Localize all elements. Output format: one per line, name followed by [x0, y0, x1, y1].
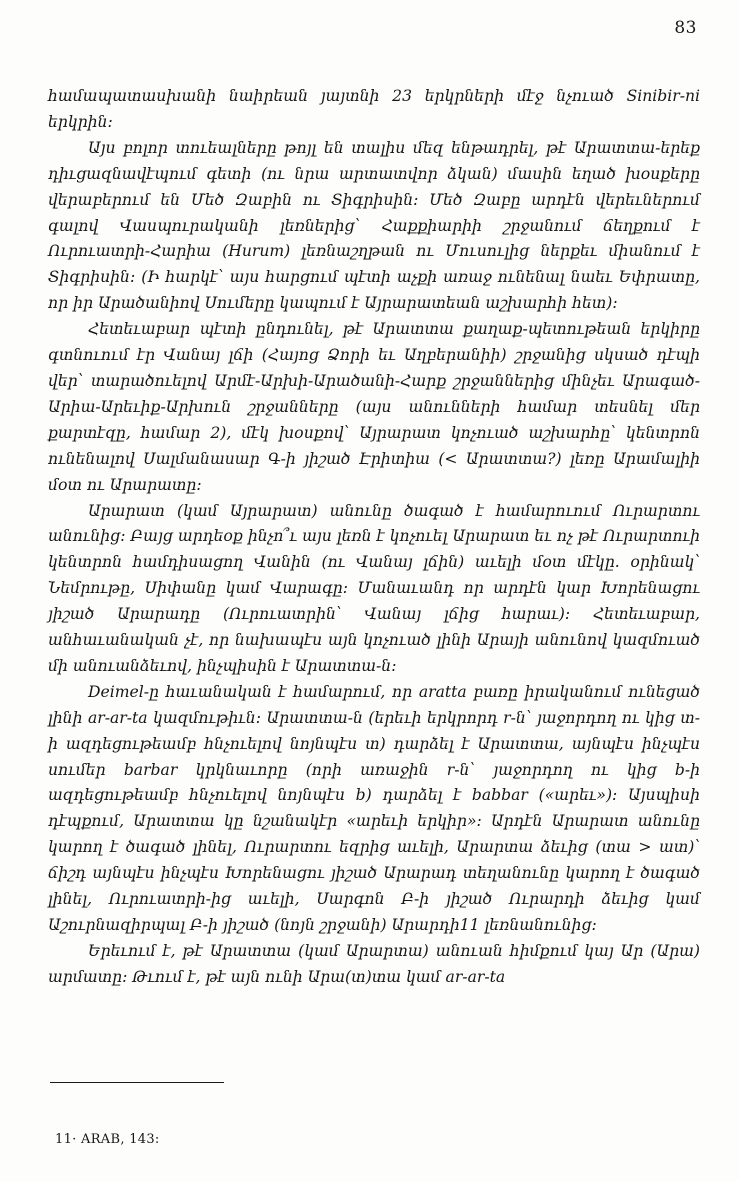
paragraph: Deimel-ը հաւանական է համարում, որ aratta բառը իրականում ունեցած լինի ar-ar-ta կազմութիւն: Արատտա-ն (երեւի երկրորդ r-ն՝ յաջորդող ու կից տ-ի ազդեցութեամբ հնչուելով նոյնպէս տ) դարձել է Արատտա, այնպէս ինչպէս սումեր barbar կրկնաւորը (որի առաջին r-ն՝ յաջորդող ու կից b-ի ազդեցութեամբ հնչուելով նոյնպէս b) դարձել է babbar («արեւ»): Այսպիսի դէպքում, Արատտա կը նշանակէր «արեւի երկիր»: Արդէն Արարատ անունը կարող է ծագած լինել, Ուրարտու եզրից աւելի, Արարտա ձեւից (տա > ատ)՝ ճիշդ այնպէս ինչպէս Խորենացու յիշած Արարադ տեղանունը կարող է ծագած լինել, Ուրուատրի-ից աւելի, Սարգոն Բ-ի յիշած Ուրարդի ձեւից կամ Աշուրնազիրպալ Բ-ի յիշած (նոյն շրջանի) Արարդի11 լեռնանունից: [48, 682, 700, 934]
page-number: 83 [674, 18, 697, 38]
body-text [48, 84, 700, 991]
paragraph: Այս բոլոր տուեալները թոյլ են տալիս մեզ ենթադրել, թէ Արատտա-երեք դիւցազնավէպում գետի (ու նրա արտատվոր ձկան) մասին եղած խօսքերը վերաբերում են Մեծ Զաբին ու Տիգրիսին: Մեծ Զաբը արդէն վերեւներում գալով Վասպուրականի լեռներից՝ Հաքքիարիի շրջանում ճեղքում է Ուրուատրի-Հարիա (Hurum) լեռնաշղթան ու Մուսուլից ներքեւ միանում է Տիգրիսին: (Ի հարկէ՝ այս հարցում պէտի աչքի առաջ ունենալ նաեւ Եփրատը, որ իր Արածանիով Սումերը կապում է Այրարատեան աշխարհի հետ): [48, 138, 700, 313]
paragraph: Արարատ (կամ Այրարատ) անունը ծագած է համարուում Ուրարտու անունից: Բայց արդեօք ինչո՞ւ այս լեռն է կոչուել Արարատ եւ ոչ թէ Ուրարտուի կենտրոն համդիսացող Վանին (ու Վանայ լճին) աւելի մօտ մէկը. օրինակ՝ Նեմրութը, Սիփանը կամ Վարագը: Մանաւանդ որ արդէն կար Խորենացու յիշած Արարադը (Ուրուատրին՝ Վանայ լճից հարաւ): Հետեւաբար, անհաւանական չէ, որ նախապէս այն կոչուած լինի Արայի անունով կազմուած մի անուանձեւով, ինչպիսին է Արատտա-ն: [48, 501, 700, 675]
paragraph: համապատասխանի նաիրեան յայտնի 23 երկրների մէջ նչուած Sinibir-ni երկրին: [48, 87, 700, 131]
footnote: 11· ARAB, 143: [55, 1132, 160, 1147]
paragraph: Հետեւաբար պէտի ընդունել, թէ Արատտա քաղաք-պետութեան երկիրը գտնուում էր Վանայ լճի (Հայոց Ձորի եւ Աղբերանիի) շրջանից սկսած դէպի վեր՝ տարածուելով Արմէ-Արխի-Արածանի-Հարք շրջաններից մինչեւ Արագած-Արիա-Արեւիք-Արխուն շրջանները (այս անունների համար տեսնել մեր քարտէզը, համար 2), մէկ խօսքով՝ Այրարատ կոչուած աշխարհը՝ կենտրոն ունենալով Սալմանասար Գ-ի յիշած Էրիտիա (< Արատտա?) լեռը Արամալիի մօտ ու Արարատը: [48, 320, 700, 494]
footnote-divider [50, 1082, 224, 1083]
paragraph: Երեւում է, թէ Արատտա (կամ Արարտա) անուան հիմքում կայ Ար (Արա) արմատը: Թւում է, թէ այն ունի Արա(տ)տա կամ ar-ar-ta [48, 941, 700, 986]
